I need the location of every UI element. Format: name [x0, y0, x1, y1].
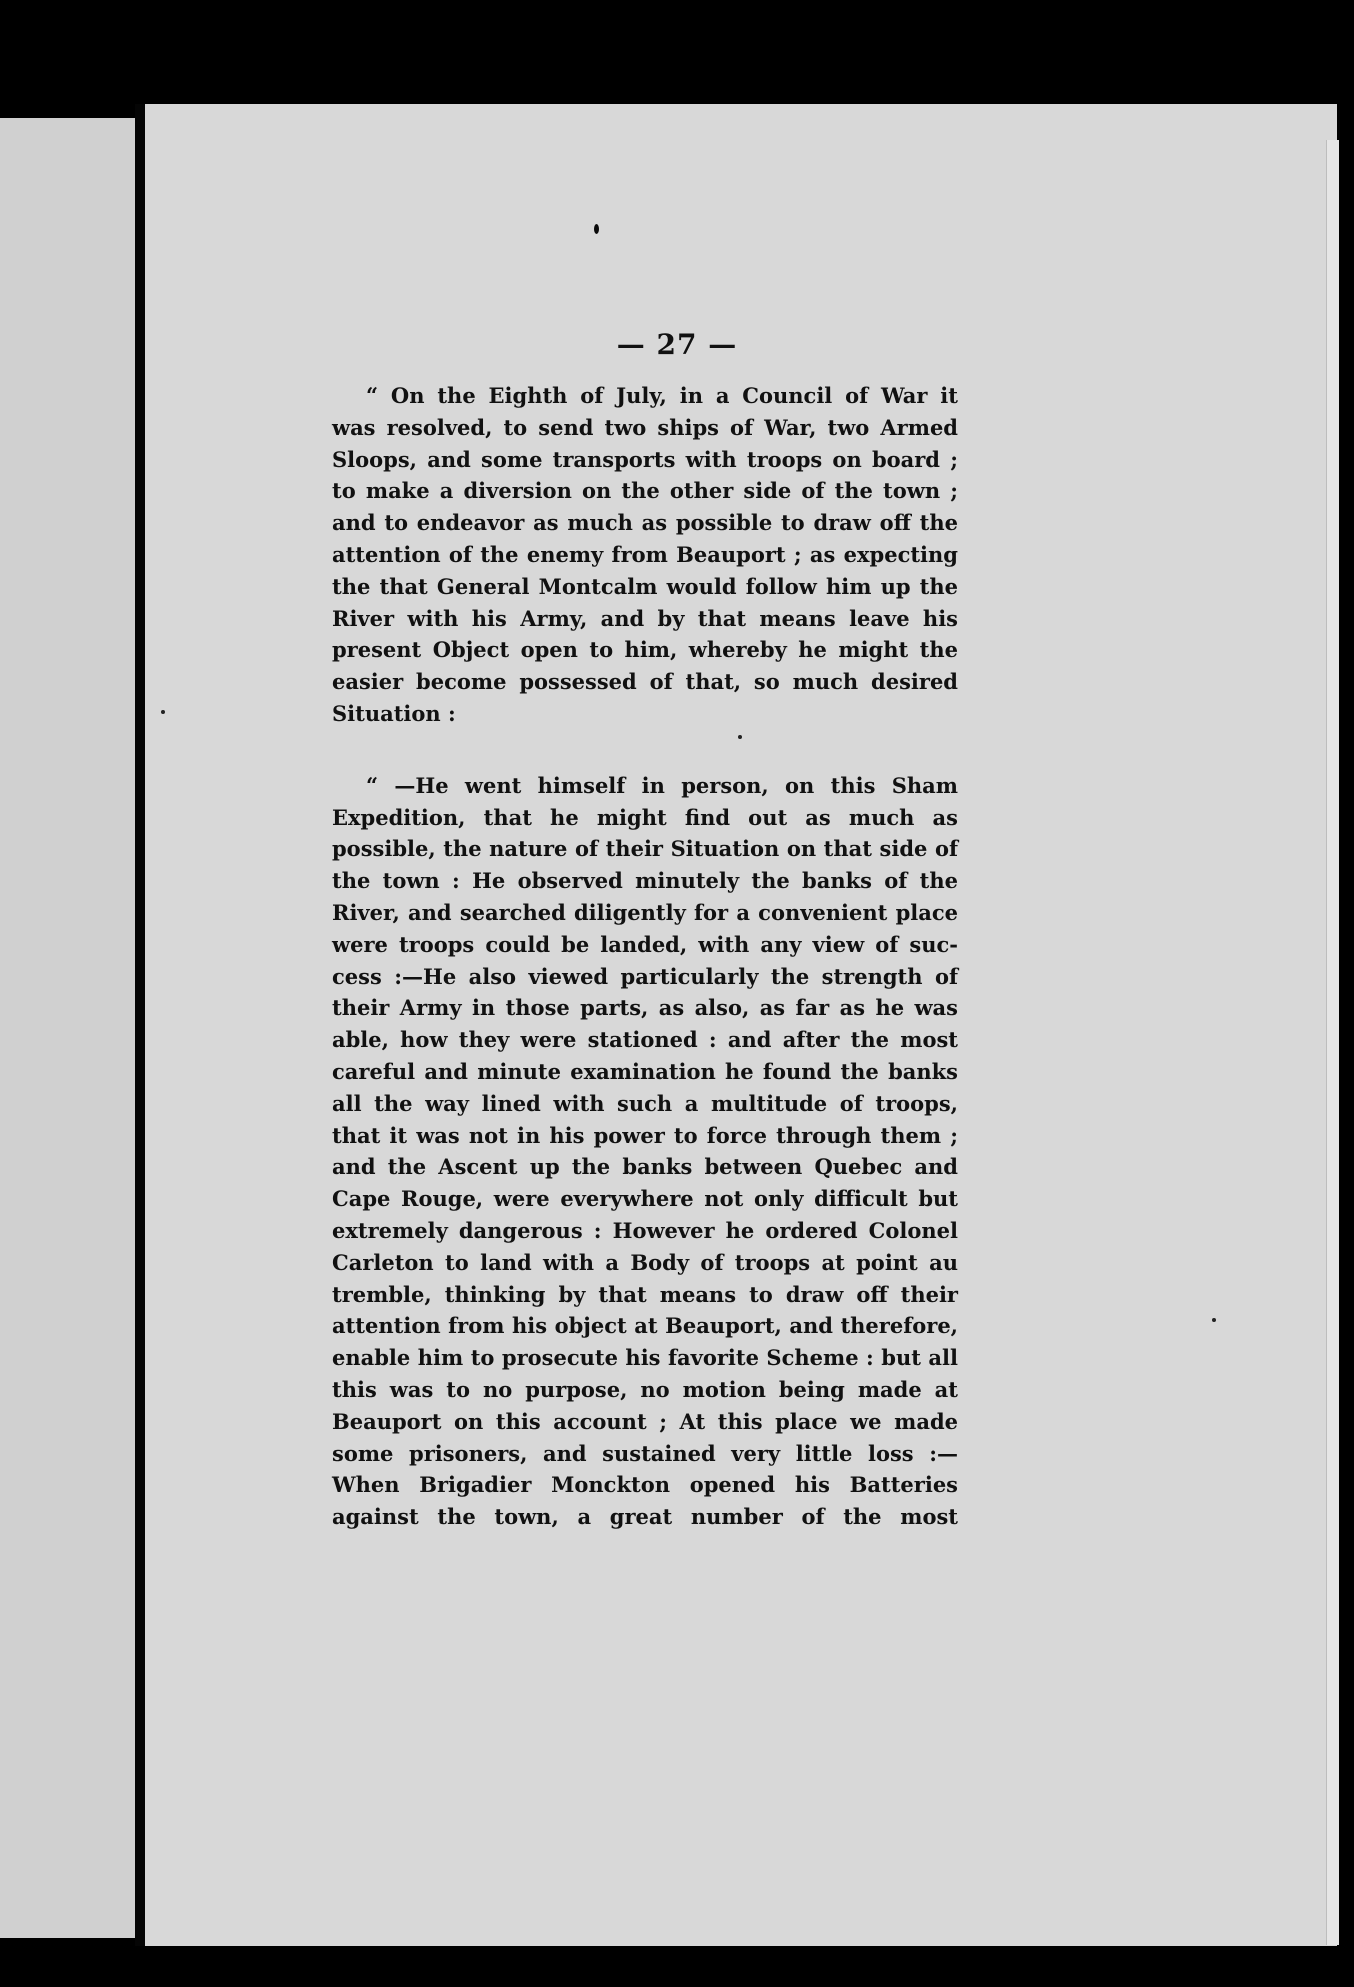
text-line: careful and minute examination he found the banks — [332, 1058, 958, 1084]
text-line: “ —He went himself in person, on this Sham — [366, 772, 958, 798]
text-line: attention from his object at Beauport, and therefore, — [332, 1313, 958, 1339]
text-line: this was to no purpose, no motion being made at — [332, 1376, 958, 1402]
text-line: and to endeavor as much as possible to draw off the — [332, 510, 958, 536]
text-line: enable him to prosecute his favorite Scheme : but all — [332, 1345, 958, 1371]
right-page-edge — [1326, 140, 1339, 1945]
text-line: Carleton to land with a Body of troops at point au — [332, 1249, 958, 1275]
left-facing-page — [0, 118, 135, 1938]
text-line: the that General Montcalm would follow him up the — [332, 573, 958, 599]
text-line: possible, the nature of their Situation on that side of — [332, 836, 958, 862]
text-line: River, and searched diligently for a convenient place — [332, 899, 958, 925]
text-line: present Object open to him, whereby he might the — [332, 637, 958, 663]
text-line: Expedition, that he might find out as much as — [332, 804, 958, 830]
ink-speck — [594, 224, 599, 234]
text-line: was resolved, to send two ships of War, two Armed — [332, 414, 958, 440]
page-number: — 27 — — [616, 328, 738, 361]
text-line: their Army in those parts, as also, as far as he was — [332, 995, 958, 1021]
text-line: attention of the enemy from Beauport ; as expecting — [332, 541, 958, 567]
paragraph-2 — [332, 770, 958, 1533]
text-line: “ On the Eighth of July, in a Council of War it — [366, 383, 958, 408]
text-line: the town : He observed minutely the banks of the — [332, 868, 958, 894]
text-line: able, how they were stationed : and after the most — [332, 1027, 958, 1053]
text-line: some prisoners, and sustained very little loss :— — [332, 1440, 958, 1466]
text-line: to make a diversion on the other side of the town ; — [332, 478, 958, 504]
ink-dot — [1212, 1318, 1216, 1322]
binding-gutter — [135, 104, 145, 1946]
text-line: all the way lined with such a multitude of troops, — [332, 1090, 958, 1116]
text-line: against the town, a great number of the most — [332, 1504, 958, 1530]
text-line: were troops could be landed, with any view of suc- — [332, 931, 958, 957]
text-line: and the Ascent up the banks between Quebec and — [332, 1154, 958, 1180]
body-text — [332, 380, 958, 1533]
text-line: Situation : — [332, 700, 456, 726]
text-line: When Brigadier Monckton opened his Batteries — [332, 1472, 958, 1498]
text-line: cess :—He also viewed particularly the strength of — [332, 963, 958, 989]
text-line: Beauport on this account ; At this place we made — [332, 1408, 958, 1434]
ink-dot — [161, 710, 165, 714]
text-line: easier become possessed of that, so much desired — [332, 669, 958, 695]
text-line: extremely dangerous : However he ordered Colonel — [332, 1217, 958, 1243]
text-line: that it was not in his power to force through them ; — [332, 1122, 958, 1148]
paragraph-spacer — [332, 730, 958, 770]
text-line: Cape Rouge, were everywhere not only difficult but — [332, 1186, 958, 1212]
text-line: River with his Army, and by that means leave his — [332, 605, 958, 631]
text-line: tremble, thinking by that means to draw off their — [332, 1281, 958, 1307]
text-line: Sloops, and some transports with troops on board ; — [332, 446, 958, 472]
paragraph-1 — [332, 380, 958, 730]
